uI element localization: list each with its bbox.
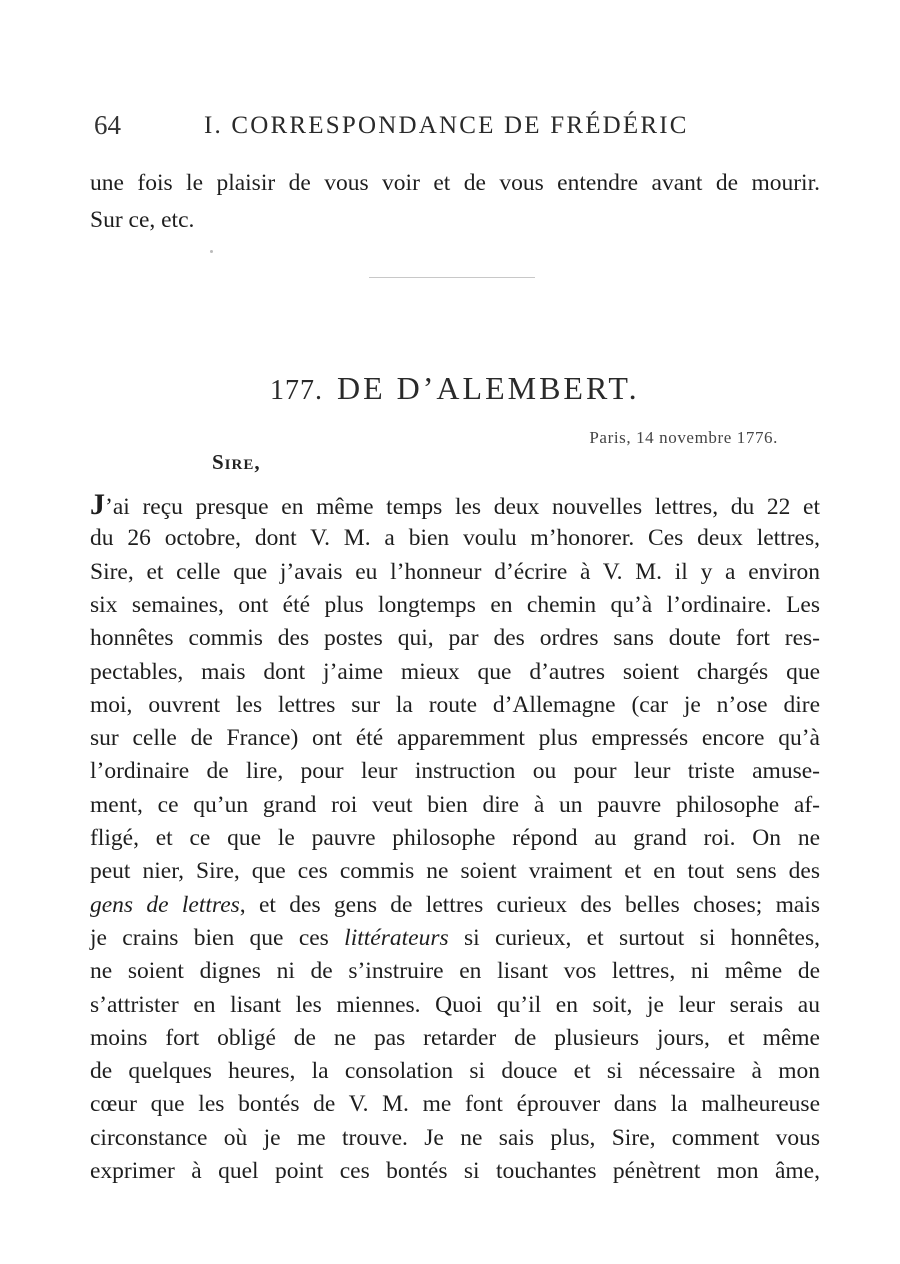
running-head bbox=[94, 110, 834, 146]
line-text: l’ordinaire de lire, pour leur instruction ou pour leur triste amuse- bbox=[90, 758, 820, 785]
letter-initial: J bbox=[90, 488, 105, 521]
line-text: cœur que les bontés de V. M. me font éprouver dans la malheureuse bbox=[90, 1091, 820, 1118]
letter-body-line bbox=[90, 1056, 820, 1086]
previous-letter-closing: Sur ce, etc. bbox=[90, 207, 195, 233]
italic-phrase: littérateurs bbox=[344, 924, 449, 951]
letter-body-line bbox=[90, 823, 820, 853]
line-text: six semaines, ont été plus longtemps en chemin qu’à l’ordinaire. Les bbox=[90, 591, 820, 618]
line-text: du 26 octobre, dont V. M. a bien voulu m’honorer. Ces deux lettres, bbox=[90, 525, 820, 552]
line-text: de quelques heures, la consolation si douce et si nécessaire à mon bbox=[90, 1058, 820, 1085]
letter-body-line bbox=[90, 756, 820, 786]
line-text: ’ai reçu presque en même temps les deux nouvelles lettres, du 22 et bbox=[105, 494, 820, 520]
line-text: si curieux, et surtout si honnêtes, bbox=[448, 924, 820, 951]
line-text: Sire, et celle que j’avais eu l’honneur d’écrire à V. M. il y a environ bbox=[90, 558, 820, 585]
letter-body-line bbox=[90, 923, 820, 953]
letter-body-line bbox=[90, 790, 820, 820]
letter-body-line bbox=[90, 523, 820, 553]
letter-dateline: Paris, 14 novembre 1776. bbox=[589, 428, 778, 447]
letter-body-line bbox=[90, 856, 820, 886]
italic-phrase: gens de lettres bbox=[90, 891, 240, 918]
letter-body-line bbox=[90, 1089, 820, 1119]
letter-body-line bbox=[90, 890, 820, 920]
letter-body-line bbox=[90, 1156, 820, 1186]
line-text: exprimer à quel point ces bontés si touchantes pénètrent mon âme, bbox=[90, 1158, 820, 1184]
line-text: s’attrister en lisant les miennes. Quoi qu’il en soit, je leur serais au bbox=[90, 991, 820, 1018]
line-text: moi, ouvrent les lettres sur la route d’Allemagne (car je n’ose dire bbox=[90, 691, 820, 718]
line-text: ne soient dignes ni de s’instruire en lisant vos lettres, ni même de bbox=[90, 958, 820, 985]
line-text: sur celle de France) ont été apparemment plus empressés encore qu’à bbox=[90, 725, 820, 752]
letter-body-line bbox=[90, 1023, 820, 1053]
letter-body-line bbox=[90, 657, 820, 687]
letter-body-line bbox=[90, 590, 820, 620]
section-separator-rule bbox=[369, 277, 535, 278]
line-text: je crains bien que ces bbox=[90, 924, 345, 951]
letter-body-line bbox=[90, 1123, 820, 1153]
letter-salutation: Sire, bbox=[212, 450, 261, 474]
page-number: 64 bbox=[94, 110, 121, 140]
running-title: I. CORRESPONDANCE DE FRÉDÉRIC bbox=[204, 112, 689, 139]
line-text: peut nier, Sire, que ces commis ne soient vraiment et en tout sens des bbox=[90, 858, 820, 885]
line-text: circonstance où je me trouve. Je ne sais plus, Sire, comment vous bbox=[90, 1124, 820, 1151]
line-text: pectables, mais dont j’aime mieux que d’autres soient chargés que bbox=[90, 658, 820, 685]
line-text: honnêtes commis des postes qui, par des ordres sans doute fort res- bbox=[90, 625, 820, 652]
letter-body-line bbox=[90, 623, 820, 653]
line-text: ment, ce qu’un grand roi veut bien dire à un pauvre philosophe af- bbox=[90, 791, 820, 818]
letter-body-line bbox=[90, 956, 820, 986]
letter-number: 177. bbox=[270, 375, 323, 406]
letter-body-line bbox=[90, 557, 820, 587]
letter-body-line bbox=[90, 990, 820, 1020]
letter-body-line bbox=[90, 690, 820, 720]
print-speck bbox=[210, 250, 213, 253]
line-text: fligé, et ce que le pauvre philosophe répond au grand roi. On ne bbox=[90, 825, 820, 851]
letter-body-line bbox=[90, 490, 820, 522]
line-text: , et des gens de lettres curieux des belles choses; mais bbox=[239, 891, 821, 918]
letter-body-line bbox=[90, 723, 820, 753]
previous-letter-line: une fois le plaisir de vous voir et de vous entendre avant de mourir. bbox=[90, 170, 820, 196]
letter-title: DE D’ALEMBERT. bbox=[337, 370, 640, 406]
line-text: moins fort obligé de ne pas retarder de plusieurs jours, et même bbox=[90, 1024, 820, 1051]
letter-heading bbox=[270, 370, 640, 407]
